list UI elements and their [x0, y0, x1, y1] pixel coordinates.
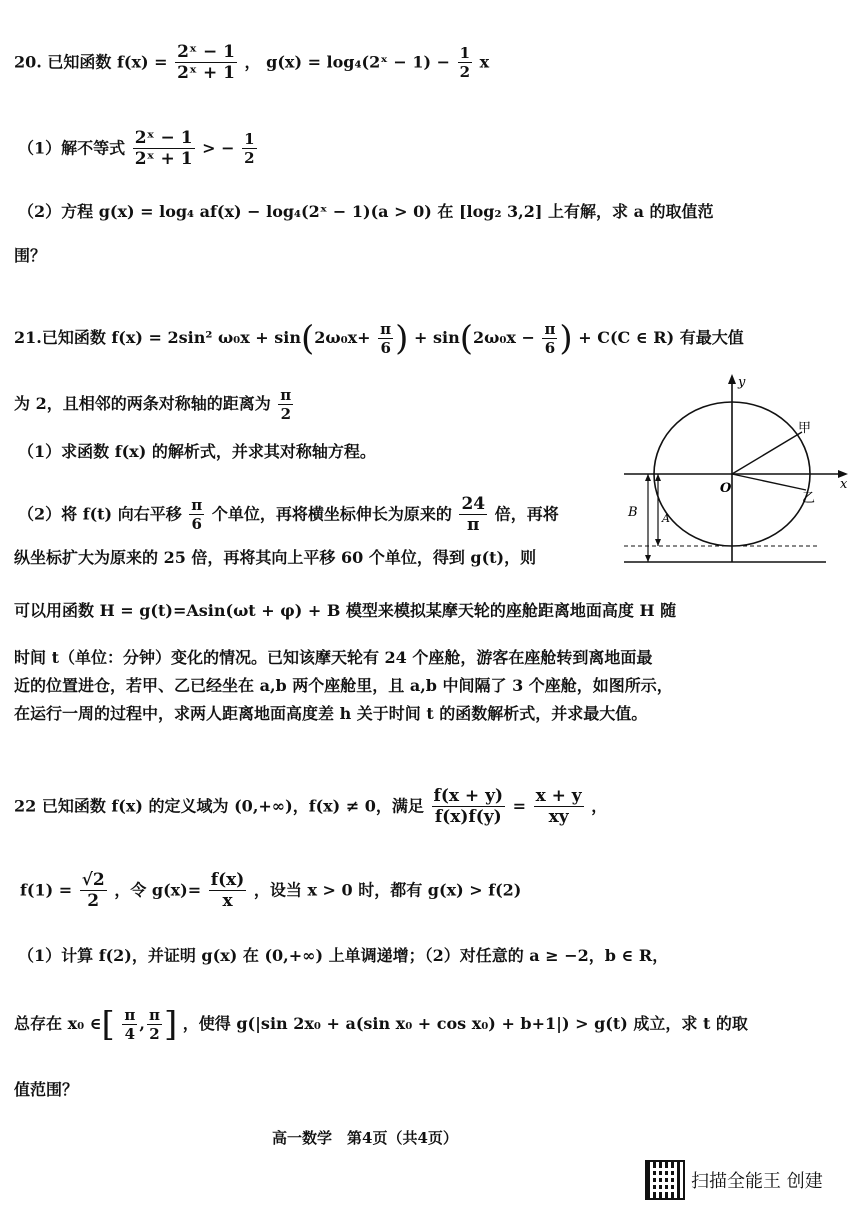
q22-line2-b: ，令 g(x)=	[114, 880, 202, 900]
q22-pi-b: π	[148, 1006, 160, 1024]
q20-p1-rhs-fraction	[242, 130, 256, 167]
q21-line1-b: 2ω₀x+	[314, 328, 371, 347]
q20-p1-relation: > −	[202, 138, 235, 158]
q22-line4: 总存在 x₀ ∈[ $\frac{\pi}{4}$ , $\frac{\pi}{2}$ ] ，使得 g(|sin 2x₀ + a(sin x₀ + cos x₀) + b+1|) > g(t) 成立，求 t 的取	[14, 1004, 748, 1045]
q22-f1-fraction	[80, 870, 107, 912]
q22-four: 4	[124, 1025, 136, 1043]
q22-comma: ，	[591, 796, 608, 816]
b-arrow-top	[645, 474, 651, 481]
q22-line2-c: ，设当 x > 0 时，都有 g(x) > f(2)	[253, 880, 522, 900]
ferris-wheel-diagram	[620, 370, 852, 570]
q20-line1	[14, 42, 489, 84]
q22-lhs-num: f(x + y)	[433, 786, 504, 806]
q22-two: 2	[149, 1025, 160, 1043]
q21-pi-4: π	[191, 496, 203, 515]
q22-rhs-num: x + y	[535, 786, 582, 806]
q22-lhs-den: f(x)f(y)	[434, 807, 502, 828]
y-axis-label: y	[738, 375, 746, 390]
paren-open-2: (	[459, 318, 473, 359]
q21-line2	[14, 386, 295, 423]
q20-f-numerator: 2ˣ − 1	[177, 42, 235, 62]
q21-p2-c: 倍，再将	[494, 504, 559, 524]
a-label: A	[662, 512, 670, 525]
page-footer: 高一数学 第4页（共4页）	[272, 1129, 458, 1147]
q21-part2-line1	[18, 494, 559, 536]
q21-part1: （1）求函数 f(x) 的解析式，并求其对称轴方程。	[18, 442, 376, 461]
radius-jia	[732, 432, 802, 474]
b-arrow-bottom	[645, 555, 651, 562]
q20-f-fraction	[175, 42, 237, 84]
y-axis-arrow	[728, 374, 736, 384]
q22-pi-a: π	[124, 1006, 136, 1024]
origin-label: O	[720, 481, 732, 496]
q20-f-lhs: f(x) =	[117, 52, 168, 72]
q21-shift-fraction	[189, 496, 204, 533]
q22-f1-num: √2	[81, 870, 105, 890]
q21-part2-line4: 时间 t（单位：分钟）变化的情况。已知该摩天轮有 24 个座舱，游客在座舱转到离地面最	[14, 648, 653, 667]
yi-label: 乙	[802, 491, 816, 506]
q20-p1-den: 2ˣ + 1	[134, 149, 193, 170]
jia-label: 甲	[798, 421, 812, 436]
q20-comma: ，	[244, 52, 261, 72]
q21-line1-e: + C(C ∈ R) 有最大值	[578, 328, 744, 347]
q21-line1	[14, 320, 744, 357]
q21-pi-5: π	[467, 515, 480, 536]
q20-number: 20.	[14, 52, 42, 72]
q21-stretch-fraction	[459, 494, 487, 536]
q20-p1-fraction	[133, 128, 195, 170]
q22-g-fraction	[209, 870, 247, 912]
q20-intro: 已知函数	[47, 52, 112, 72]
q22-line3: （1）计算 f(2)，并证明 g(x) 在 (0,+∞) 上单调递增；（2）对任意的 a ≥ −2，b ∈ R，	[18, 946, 669, 965]
a-arrow-bottom	[655, 539, 661, 546]
q20-half-den: 2	[459, 63, 471, 82]
q20-part2-cont: 围？	[14, 246, 47, 265]
q21-line1-d: 2ω₀x −	[472, 328, 535, 347]
paren-close: )	[395, 318, 409, 359]
q20-part2: （2）方程 g(x) = log₄ af(x) − log₄(2ˣ − 1)(a > 0) 在 [log₂ 3,2] 上有解，求 a 的取值范	[18, 202, 714, 221]
watermark-label: 扫描全能王 创建	[691, 1171, 823, 1192]
q22-line4-b: ，使得 g(|sin 2x₀ + a(sin x₀ + cos x₀) + b+1|) > g(t) 成立，求 t 的取	[182, 1014, 748, 1033]
q21-pi-3: π	[280, 386, 292, 404]
q21-part2-line6: 在运行一周的过程中，求两人距离地面高度差 h 关于时间 t 的函数解析式，并求最大值。	[14, 704, 648, 723]
b-label: B	[628, 505, 638, 520]
bracket-close: ]	[163, 1004, 178, 1045]
q21-p2-b: 个单位，再将横坐标伸长为原来的	[211, 504, 452, 524]
q20-g-def: g(x) = log₄(2ˣ − 1) −	[266, 52, 451, 72]
q21-p2-a: （2）将 f(t) 向右平移	[18, 504, 182, 524]
q21-pi6-fraction-2	[542, 320, 557, 357]
q22-f1-den: 2	[87, 891, 100, 912]
q22-rhs-den: xy	[548, 807, 569, 828]
q22-rhs-fraction	[534, 786, 584, 828]
q22-eq: =	[512, 796, 526, 816]
q21-part2-line3: 可以用函数 H = g(t)=Asin(ωt + φ) + B 模型来模拟某摩天轮的座舱距离地面高度 H 随	[14, 601, 677, 620]
q21-pi6-fraction-1	[378, 320, 393, 357]
q21-six-2: 6	[544, 339, 556, 357]
q21-six-1: 6	[380, 339, 391, 357]
q22-g-den: x	[222, 891, 233, 912]
q21-six-3: 6	[191, 515, 202, 534]
paren-open: (	[301, 318, 315, 359]
q20-p1-label: （1）解不等式	[18, 138, 126, 158]
q22-line2	[20, 870, 521, 912]
q20-part1	[18, 128, 259, 170]
q20-p1-rhs-num: 1	[244, 130, 255, 149]
paren-close-2: )	[559, 318, 573, 359]
q21-line1-c: + sin	[414, 328, 460, 347]
q20-g-tail: x	[479, 52, 490, 72]
q20-half-num: 1	[459, 44, 471, 63]
q22-g-num: f(x)	[210, 870, 245, 890]
q21-part2-line5: 近的位置进仓，若甲、乙已经坐在 a,b 两个座舱里，且 a,b 中间隔了 3 个座舱，如图所示，	[14, 676, 673, 695]
q22-pi4-fraction	[122, 1006, 137, 1043]
q21-line2-a: 为 2，且相邻的两条对称轴的距离为	[14, 394, 271, 413]
q22-lhs-fraction	[432, 786, 506, 828]
q21-num24: 24	[461, 494, 486, 514]
q20-p1-rhs-den: 2	[244, 149, 255, 168]
q21-pi-2: π	[544, 320, 556, 338]
qr-code-icon	[645, 1160, 685, 1200]
q20-p1-num: 2ˣ − 1	[134, 128, 193, 148]
q22-line1	[14, 786, 607, 828]
q21-pi2-fraction	[278, 386, 293, 423]
q21-pi-1: π	[380, 320, 392, 338]
radius-yi	[732, 474, 806, 490]
a-arrow-top	[655, 474, 661, 481]
q21-two: 2	[280, 405, 291, 423]
q22-f1-lhs: f(1) =	[20, 880, 73, 900]
q20-half-fraction	[458, 44, 472, 81]
q21-part2-line2: 纵坐标扩大为原来的 25 倍，再将其向上平移 60 个单位，得到 g(t)，则	[14, 548, 537, 567]
q21-line1-a: 21.已知函数 f(x) = 2sin² ω₀x + sin	[14, 328, 301, 347]
q22-line4-a: 总存在 x₀ ∈	[14, 1014, 102, 1033]
x-axis-label: x	[840, 477, 848, 492]
bracket-open: [	[101, 1004, 115, 1045]
q22-line5: 值范围？	[14, 1080, 79, 1099]
scanner-watermark	[645, 1160, 823, 1200]
q22-line1-a: 22 已知函数 f(x) 的定义域为 (0,+∞)，f(x) ≠ 0，满足	[14, 796, 424, 816]
q22-pi2-fraction	[147, 1006, 162, 1043]
q20-f-denominator: 2ˣ + 1	[177, 63, 235, 84]
